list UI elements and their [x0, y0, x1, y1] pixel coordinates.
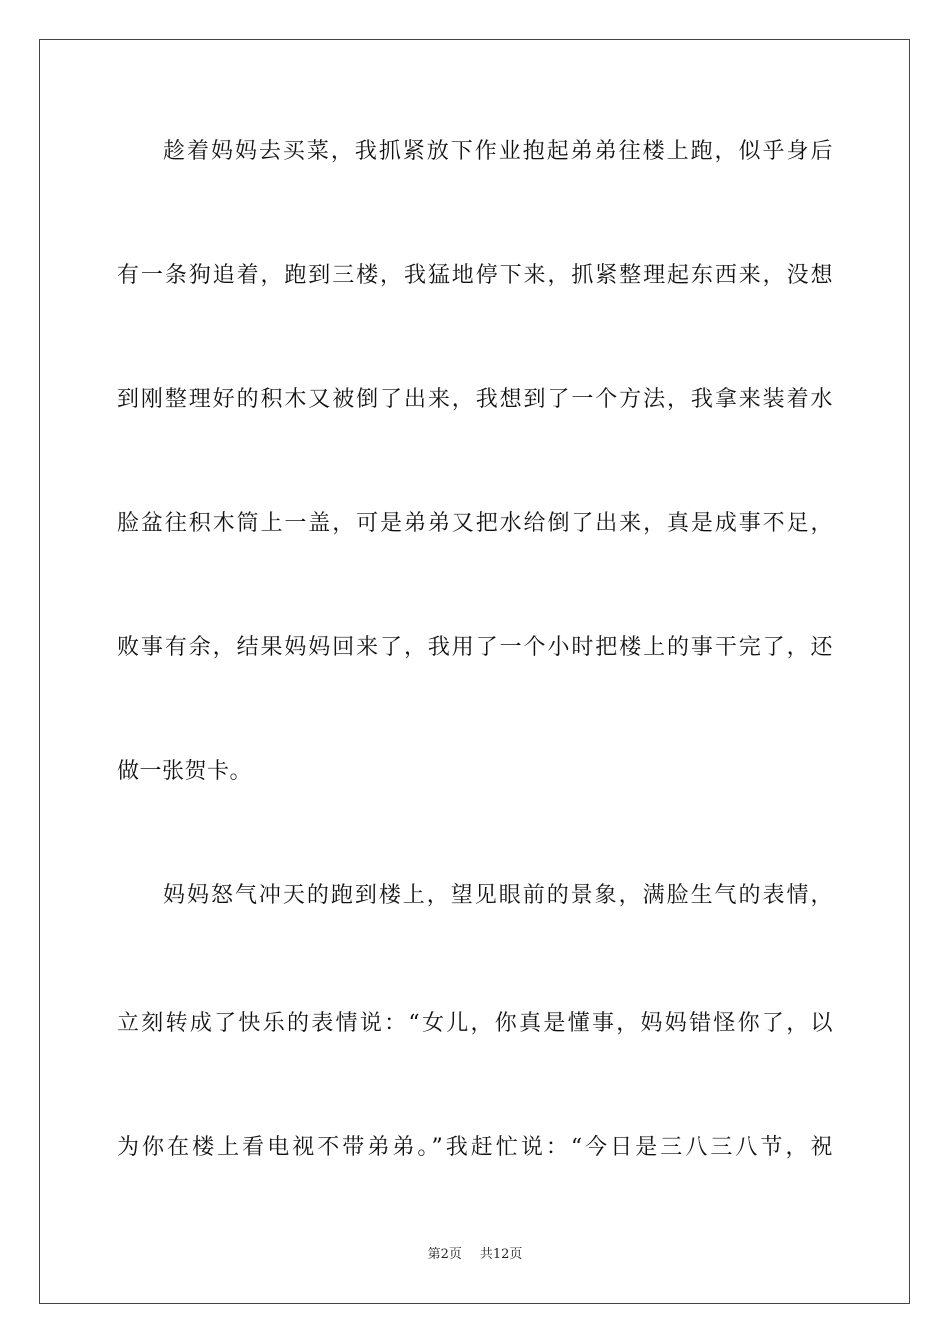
paragraph-1-line-2: 有一条狗追着，跑到三楼，我猛地停下来，抓紧整理起东西来，没想 — [117, 263, 833, 288]
paragraph-1-line-6: 做一张贺卡。 — [117, 759, 253, 784]
page-total: 共12页 — [479, 1247, 523, 1262]
paragraph-2-line-1: 妈妈怒气冲天的跑到楼上，望见眼前的景象，满脸生气的表情， — [163, 883, 833, 908]
page-border — [39, 39, 910, 1304]
paragraph-1-line-3: 到刚整理好的积木又被倒了出来，我想到了一个方法，我拿来装着水 — [117, 387, 833, 412]
paragraph-2-line-3: 为你在楼上看电视不带弟弟。”我赶忙说：“今日是三八三八节，祝 — [117, 1135, 833, 1160]
page-footer — [0, 1246, 950, 1264]
page-number: 第2页 — [427, 1247, 462, 1262]
paragraph-2-line-2: 立刻转成了快乐的表情说：“女儿，你真是懂事，妈妈错怪你了，以 — [117, 1011, 833, 1036]
paragraph-1-line-4: 脸盆往积木筒上一盖，可是弟弟又把水给倒了出来，真是成事不足， — [117, 511, 833, 536]
paragraph-1-line-5: 败事有余，结果妈妈回来了，我用了一个小时把楼上的事干完了，还 — [117, 635, 833, 660]
paragraph-1-line-1: 趁着妈妈去买菜，我抓紧放下作业抱起弟弟往楼上跑，似乎身后 — [163, 139, 833, 164]
